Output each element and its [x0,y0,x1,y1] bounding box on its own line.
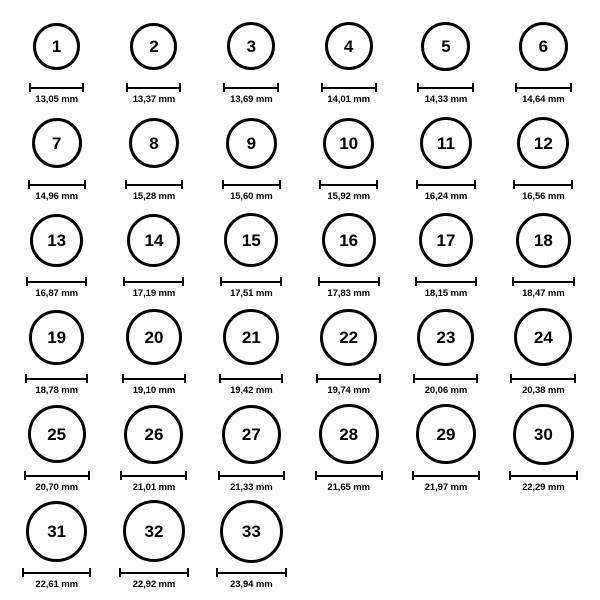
ring-size-cell[interactable] [397,14,494,111]
diameter-label: 14,33 mm [424,94,468,105]
ring-circle[interactable] [322,213,376,267]
ring-circle-wrap [26,499,87,563]
measure-tick-left [119,568,121,577]
ring-circle[interactable] [517,117,569,169]
ring-size-cell[interactable] [203,208,300,305]
ring-size-cell[interactable] [203,111,300,208]
measure-tick-right [571,180,573,189]
ring-size-number: 19 [47,327,67,347]
ring-size-cell[interactable] [8,402,105,499]
ring-circle[interactable] [224,213,278,267]
ring-size-cell[interactable] [203,14,300,111]
diameter-label: 13,69 mm [230,94,273,105]
ring-circle-wrap [33,14,80,78]
measure-tick-right [181,180,183,189]
diameter-label: 23,94 mm [230,579,273,590]
ring-circle-wrap [325,14,373,78]
ring-size-number: 12 [533,133,553,153]
ring-size-number: 14 [144,230,164,250]
measure-tick-left [216,568,218,577]
diameter-measure-bar [321,83,377,92]
ring-circle-wrap [123,499,185,563]
ring-circle[interactable] [220,500,283,563]
measure-tick-right [84,180,86,189]
ring-circle-wrap [419,208,473,272]
measure-tick-left [416,180,418,189]
measure-line [321,87,377,89]
ring-size-cell[interactable] [495,305,592,402]
ring-size-number: 13 [47,230,67,250]
ring-circle[interactable] [126,309,182,365]
ring-circle-wrap [227,14,275,78]
measure-line [122,378,186,380]
measure-tick-right [375,83,377,92]
measure-tick-right [475,277,477,286]
diameter-measure-bar [416,180,476,189]
ring-size-number: 28 [339,424,359,444]
ring-size-cell[interactable] [397,111,494,208]
ring-size-number: 7 [51,133,62,153]
measure-tick-left [219,374,221,383]
diameter-label: 14,96 mm [35,191,78,202]
measure-tick-left [412,471,414,480]
measure-tick-right [381,471,383,480]
measure-tick-left [123,277,125,286]
diameter-measure-bar [515,83,572,92]
measure-line [218,475,285,477]
diameter-measure-bar [216,568,287,577]
ring-circle-wrap [223,305,279,369]
ring-size-number: 30 [533,424,553,444]
ring-circle-wrap [127,208,180,272]
measure-tick-right [277,83,279,92]
measure-tick-left [512,277,514,286]
measure-tick-right [280,277,282,286]
ring-circle[interactable] [421,22,470,71]
ring-size-cell[interactable] [300,14,397,111]
ring-size-cell[interactable] [8,111,105,208]
ring-size-number: 4 [343,36,354,56]
ring-circle-wrap [416,402,476,466]
diameter-label: 20,70 mm [35,482,78,493]
ring-size-cell[interactable] [105,14,202,111]
diameter-label: 18,47 mm [522,288,565,299]
ring-circle[interactable] [123,500,185,562]
diameter-label: 17,83 mm [327,288,370,299]
measure-tick-left [25,374,27,383]
ring-circle[interactable] [419,213,473,267]
ring-size-number: 26 [144,424,164,444]
diameter-measure-bar [125,180,183,189]
ring-size-number: 15 [241,230,261,250]
diameter-measure-bar [510,374,576,383]
measure-tick-right [182,277,184,286]
measure-tick-right [187,568,189,577]
measure-tick-left [321,83,323,92]
ring-size-cell[interactable] [8,305,105,402]
ring-size-number: 18 [533,230,553,250]
diameter-label: 19,10 mm [132,385,176,396]
ring-size-number: 16 [339,230,359,250]
diameter-label: 20,38 mm [522,385,565,396]
diameter-measure-bar [123,277,184,286]
ring-size-number: 6 [538,36,549,56]
ring-size-cell[interactable] [397,305,494,402]
ring-size-cell[interactable] [495,208,592,305]
ring-circle-wrap [28,402,86,466]
diameter-measure-bar [28,180,86,189]
measure-tick-left [22,568,24,577]
diameter-measure-bar [319,180,378,189]
diameter-measure-bar [120,471,187,480]
measure-tick-right [281,374,283,383]
measure-tick-right [82,83,84,92]
ring-circle[interactable] [319,404,379,464]
ring-circle-wrap [421,14,470,78]
diameter-label: 22,29 mm [522,482,565,493]
diameter-label: 17,19 mm [132,288,176,299]
measure-tick-left [26,277,28,286]
ring-size-cell[interactable] [397,208,494,305]
ring-circle[interactable] [33,23,80,70]
diameter-measure-bar [29,83,84,92]
ring-size-cell[interactable] [300,208,397,305]
measure-line [509,475,578,477]
measure-tick-right [88,471,90,480]
ring-circle[interactable] [130,23,177,70]
diameter-label: 20,06 mm [424,385,468,396]
diameter-measure-bar [219,374,283,383]
ring-circle-wrap [226,111,277,175]
ring-size-cell[interactable] [300,305,397,402]
measure-line [513,184,573,186]
ring-circle[interactable] [32,118,82,168]
diameter-label: 16,56 mm [522,191,565,202]
ring-circle[interactable] [513,404,574,465]
measure-line [415,281,477,283]
ring-size-number: 20 [144,327,164,347]
measure-tick-left [222,180,224,189]
ring-size-number: 1 [51,36,62,56]
ring-circle-wrap [222,402,281,466]
measure-line [318,281,380,283]
measure-tick-right [86,374,88,383]
diameter-measure-bar [316,374,381,383]
ring-size-number: 27 [241,424,261,444]
diameter-measure-bar [315,471,383,480]
ring-size-number: 33 [241,521,261,541]
diameter-label: 16,87 mm [35,288,78,299]
ring-size-cell[interactable] [8,14,105,111]
measure-tick-right [474,180,476,189]
ring-size-cell[interactable] [300,402,397,499]
measure-tick-left [319,180,321,189]
measure-line [515,87,572,89]
ring-size-number: 23 [436,327,456,347]
measure-tick-left [316,374,318,383]
measure-line [123,281,184,283]
ring-size-number: 17 [436,230,456,250]
measure-tick-right [279,180,281,189]
ring-size-number: 9 [246,133,257,153]
diameter-label: 21,65 mm [327,482,370,493]
diameter-label: 15,92 mm [327,191,370,202]
diameter-measure-bar [122,374,186,383]
ring-size-cell[interactable] [8,499,105,590]
measure-line [216,572,287,574]
diameter-measure-bar [119,568,189,577]
measure-line [120,475,187,477]
diameter-label: 22,61 mm [35,579,78,590]
measure-tick-left [122,374,124,383]
ring-size-cell[interactable] [8,208,105,305]
ring-circle-wrap [323,111,374,175]
ring-circle[interactable] [323,118,374,169]
diameter-measure-bar [218,471,285,480]
diameter-measure-bar [22,568,91,577]
ring-circle-wrap [130,14,177,78]
measure-line [126,87,181,89]
ring-size-number: 3 [246,36,257,56]
ring-size-cell[interactable] [495,14,592,111]
ring-circle[interactable] [223,309,279,365]
ring-circle[interactable] [222,405,281,464]
ring-size-cell[interactable] [203,499,300,590]
measure-tick-right [285,568,287,577]
ring-size-number: 21 [241,327,261,347]
measure-tick-left [24,471,26,480]
diameter-measure-bar [513,180,573,189]
measure-line [222,184,281,186]
ring-circle[interactable] [30,214,83,267]
measure-tick-left [29,83,31,92]
measure-line [413,378,478,380]
ring-circle[interactable] [420,117,472,169]
ring-size-cell[interactable] [300,111,397,208]
diameter-label: 22,92 mm [132,579,176,590]
ring-circle[interactable] [29,310,84,365]
diameter-label: 17,51 mm [230,288,273,299]
measure-line [219,378,283,380]
measure-line [220,281,282,283]
measure-line [412,475,480,477]
measure-tick-right [376,180,378,189]
ring-circle[interactable] [416,404,476,464]
ring-circle[interactable] [127,214,180,267]
diameter-measure-bar [126,83,181,92]
diameter-measure-bar [318,277,380,286]
ring-circle-wrap [513,402,574,466]
measure-tick-right [574,374,576,383]
ring-size-number: 10 [339,133,359,153]
measure-line [512,281,575,283]
measure-tick-right [570,83,572,92]
measure-line [417,87,474,89]
ring-size-cell[interactable] [495,111,592,208]
ring-circle-wrap [514,305,572,369]
ring-circle-wrap [420,111,472,175]
ring-size-cell[interactable] [105,208,202,305]
diameter-measure-bar [512,277,575,286]
ring-size-number: 8 [149,133,159,153]
measure-tick-right [179,83,181,92]
measure-tick-left [510,374,512,383]
measure-tick-right [379,374,381,383]
measure-tick-left [415,277,417,286]
diameter-label: 13,05 mm [35,94,78,105]
measure-tick-right [89,568,91,577]
ring-circle-wrap [32,111,82,175]
diameter-label: 16,24 mm [424,191,468,202]
ring-circle[interactable] [28,405,86,463]
measure-tick-left [218,471,220,480]
diameter-measure-bar [412,471,480,480]
ring-size-cell[interactable] [203,305,300,402]
measure-tick-left [126,83,128,92]
ring-circle-wrap [129,111,179,175]
measure-tick-left [413,374,415,383]
ring-circle-wrap [517,111,569,175]
diameter-measure-bar [222,180,281,189]
ring-size-number: 11 [436,133,455,153]
diameter-label: 21,01 mm [132,482,176,493]
ring-circle-wrap [322,208,376,272]
ring-circle-wrap [319,402,379,466]
diameter-measure-bar [25,374,88,383]
ring-circle[interactable] [129,118,179,168]
ring-circle-wrap [124,402,183,466]
ring-circle[interactable] [325,22,373,70]
ring-size-cell[interactable] [105,305,202,402]
ring-size-number: 24 [533,327,553,347]
diameter-label: 15,60 mm [230,191,273,202]
measure-tick-left [223,83,225,92]
diameter-label: 15,28 mm [132,191,176,202]
measure-line [510,378,576,380]
ring-size-number: 31 [47,521,67,541]
ring-size-number: 25 [47,424,67,444]
diameter-measure-bar [24,471,90,480]
measure-tick-right [576,471,578,480]
measure-line [416,184,476,186]
ring-circle-wrap [29,305,84,369]
diameter-label: 18,15 mm [424,288,468,299]
diameter-measure-bar [223,83,279,92]
ring-circle-wrap [516,208,571,272]
measure-line [26,281,87,283]
ring-circle-wrap [519,14,568,78]
diameter-measure-bar [417,83,474,92]
ring-size-cell[interactable] [105,402,202,499]
diameter-label: 19,74 mm [327,385,370,396]
measure-line [29,87,84,89]
measure-tick-left [515,83,517,92]
ring-circle[interactable] [226,118,277,169]
ring-circle[interactable] [516,213,571,268]
measure-line [24,475,90,477]
ring-circle-wrap [30,208,83,272]
diameter-label: 14,01 mm [327,94,370,105]
ring-circle[interactable] [320,309,377,366]
measure-tick-left [318,277,320,286]
diameter-measure-bar [413,374,478,383]
diameter-label: 13,37 mm [132,94,176,105]
ring-size-cell[interactable] [105,499,202,590]
ring-size-number: 5 [441,36,451,56]
diameter-measure-bar [26,277,87,286]
ring-circle-wrap [320,305,377,369]
ring-circle[interactable] [514,308,572,366]
measure-line [25,378,88,380]
ring-circle[interactable] [124,405,183,464]
ring-circle[interactable] [417,309,474,366]
measure-line [315,475,383,477]
measure-line [319,184,378,186]
diameter-measure-bar [509,471,578,480]
measure-line [223,87,279,89]
ring-size-number: 29 [436,424,456,444]
ring-size-cell[interactable] [397,402,494,499]
diameter-label: 19,42 mm [230,385,273,396]
measure-tick-right [472,83,474,92]
diameter-label: 21,33 mm [230,482,273,493]
diameter-measure-bar [220,277,282,286]
ring-size-cell[interactable] [203,402,300,499]
measure-line [28,184,86,186]
ring-circle[interactable] [519,22,568,71]
ring-size-cell[interactable] [495,402,592,499]
measure-tick-left [120,471,122,480]
measure-tick-right [85,277,87,286]
measure-line [119,572,189,574]
measure-tick-right [478,471,480,480]
measure-tick-right [378,277,380,286]
ring-circle-wrap [126,305,182,369]
measure-tick-right [476,374,478,383]
ring-circle[interactable] [227,22,275,70]
diameter-label: 18,78 mm [35,385,78,396]
ring-circle-wrap [417,305,474,369]
ring-size-number: 32 [144,521,164,541]
ring-size-number: 2 [149,36,159,56]
measure-tick-left [315,471,317,480]
diameter-label: 14,64 mm [522,94,565,105]
measure-tick-right [283,471,285,480]
ring-circle-wrap [220,499,283,563]
measure-tick-right [573,277,575,286]
measure-line [22,572,91,574]
diameter-label: 21,97 mm [424,482,468,493]
measure-tick-right [185,471,187,480]
measure-line [316,378,381,380]
measure-tick-left [509,471,511,480]
measure-tick-left [513,180,515,189]
measure-tick-left [28,180,30,189]
ring-circle[interactable] [26,501,87,562]
measure-tick-left [417,83,419,92]
measure-tick-left [125,180,127,189]
diameter-measure-bar [415,277,477,286]
measure-line [125,184,183,186]
ring-size-cell[interactable] [105,111,202,208]
ring-circle-wrap [224,208,278,272]
ring-size-number: 22 [339,327,359,347]
measure-tick-left [220,277,222,286]
measure-tick-right [184,374,186,383]
